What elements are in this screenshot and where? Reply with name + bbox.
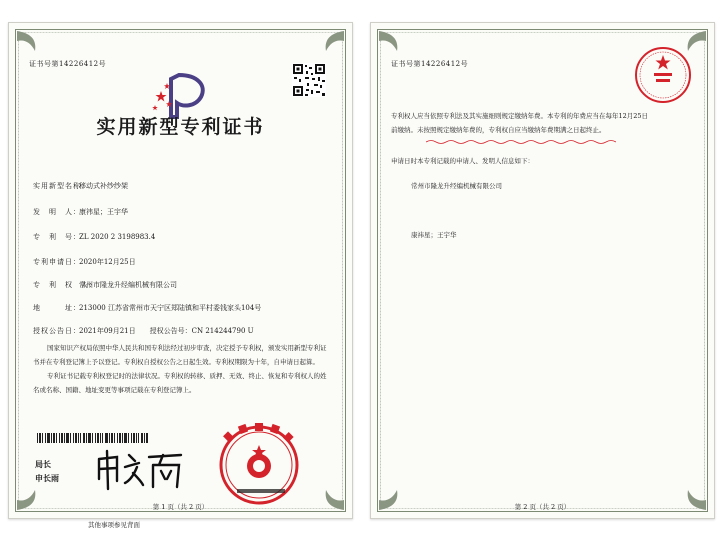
cnipa-logo-icon: [149, 71, 211, 121]
page-number: 第 2 页（共 2 页）: [514, 503, 571, 511]
field-grant-announcement: 授权公告日：2021年09月21日 授权公告号：CN 214244790 U: [33, 327, 254, 335]
certificate-title: 实用新型专利证书: [96, 116, 265, 138]
applicant-name: 常州市隆龙升经编机械有限公司: [411, 182, 502, 190]
certificate-back-page: [370, 22, 715, 519]
barcode-icon: [37, 433, 149, 443]
statement-grant: 国家知识产权局依照中华人民共和国专利法经过初步审查，决定授予专利权，颁发实用新型专利证书并在专利登记簿上予以登记。专利权自授权公告之日起生效。专利权期限为十年，自申请日起算。: [33, 344, 327, 366]
inventor-names: 康祎星；王宇华: [411, 231, 457, 239]
certificate-number: 证书号第14226412号: [391, 60, 469, 68]
field-patentee: 专 利 权 人：常州市隆龙升经编机械有限公司: [33, 281, 177, 289]
applicant-notice: 申请日时本专利记载的申请人、发明人信息如下：: [391, 157, 534, 165]
certificate-front-page: [8, 22, 353, 519]
statement-legal-status: 专利证书记载专利权登记时的法律状况。专利权的转移、质押、无效、终止、恢复和专利权人的姓名或名称、国籍、地址变更等事项记载在专利登记簿上。: [33, 372, 327, 394]
certificate-number: 证书号第14226412号: [29, 60, 107, 68]
fee-notice-line-2: 前缴纳。未按照规定缴纳年费的，专利权自应当缴纳年费期满之日起终止。: [391, 126, 606, 134]
page-number: 第 1 页（共 2 页）: [152, 503, 209, 511]
official-seal-stamp: [211, 421, 311, 505]
signatory-title: 局长: [35, 459, 51, 469]
field-inventors: 发 明 人：康祎星；王宇华: [33, 208, 128, 216]
signatory-name: 申长雨: [35, 473, 59, 483]
field-patent-number: 专 利 号：ZL 2020 2 3198983.4: [33, 233, 156, 241]
field-application-date: 专利申请日：2020年12月25日: [33, 258, 136, 266]
field-utility-model-name: 实用新型名称：移动式补纱纱架: [33, 182, 128, 190]
qr-code-icon: [292, 63, 326, 97]
footnote-see-back: 其他事项参见背面: [88, 521, 140, 529]
fee-notice-line-1: 专利权人应当依照专利法及其实施细则规定缴纳年费。本专利的年费应当在每年12月25日: [391, 112, 649, 120]
patent-office-seal-stamp: [633, 45, 693, 105]
red-underline-decoration: [426, 139, 616, 145]
handwritten-signature: [93, 447, 185, 491]
field-address: 地 址：213000 江苏省常州市天宁区郑陆镇和平村委钱家头104号: [33, 304, 262, 312]
